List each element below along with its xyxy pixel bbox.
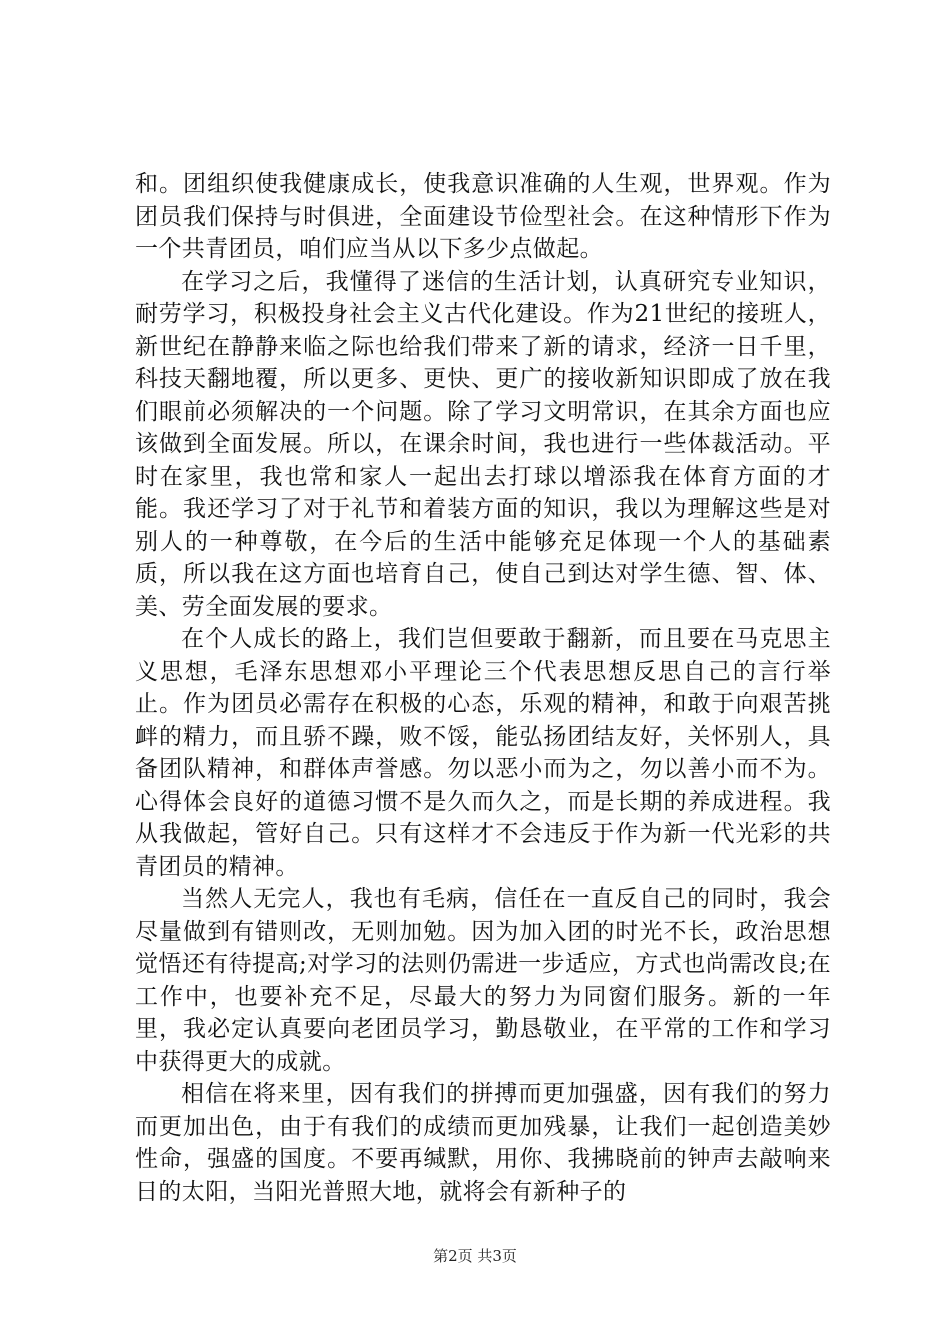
paragraph-1: 和。团组织使我健康成长，使我意识准确的人生观，世界观。作为团员我们保持与时俱进，全面建设节俭型社会。在这种情形下作为一个共青团员，咱们应当从以下多少点做起。 [135, 171, 831, 262]
paragraph-4: 当然人无完人，我也有毛病，信任在一直反自己的同时，我会尽量做到有错则改，无则加勉。因为加入团的时光不长，政治思想觉悟还有待提高;对学习的法则仍需进一步适应，方式也尚需改良;在工作中，也要补充不足，尽最大的努力为同窗们服务。新的一年里，我必定认真要向老团员学习，勤恳敬业，在平常的工作和学习中获得更大的成就。 [135, 886, 831, 1075]
page-number-footer: 第2页 共3页 [433, 1247, 517, 1265]
paragraph-2: 在学习之后，我懂得了迷信的生活计划，认真研究专业知识，耐劳学习，积极投身社会主义古代化建设。作为21世纪的接班人，新世纪在静静来临之际也给我们带来了新的请求，经济一日千里，科技天翻地覆，所以更多、更快、更广的接收新知识即成了放在我们眼前必须解决的一个问题。除了学习文明常识，在其余方面也应该做到全面发展。所以，在课余时间，我也进行一些体裁活动。平时在家里，我也常和家人一起出去打球以增添我在体育方面的才能。我还学习了对于礼节和着装方面的知识，我以为理解这些是对别人的一种尊敬，在今后的生活中能够充足体现一个人的基础素质，所以我在这方面也培育自己，使自己到达对学生德、智、体、美、劳全面发展的要求。 [135, 268, 831, 620]
paragraph-3: 在个人成长的路上，我们岂但要敢于翻新，而且要在马克思主义思想，毛泽东思想邓小平理论三个代表思想反思自己的言行举止。作为团员必需存在积极的心态，乐观的精神，和敢于向艰苦挑衅的精力，而且骄不躁，败不馁，能弘扬团结友好，关怀别人，具备团队精神，和群体声誉感。勿以恶小而为之，勿以善小而不为。心得体会良好的道德习惯不是久而久之，而是长期的养成进程。我从我做起，管好自己。只有这样才不会违反于作为新一代光彩的共青团员的精神。 [135, 626, 831, 880]
document-body [135, 168, 831, 1208]
paragraph-5: 相信在将来里，因有我们的拼搏而更加强盛，因有我们的努力而更加出色，由于有我们的成绩而更加残暴，让我们一起创造美妙性命，强盛的国度。不要再缄默，用你、我拂晓前的钟声去敲响来日的太阳，当阳光普照大地，就将会有新种子的 [135, 1081, 831, 1205]
